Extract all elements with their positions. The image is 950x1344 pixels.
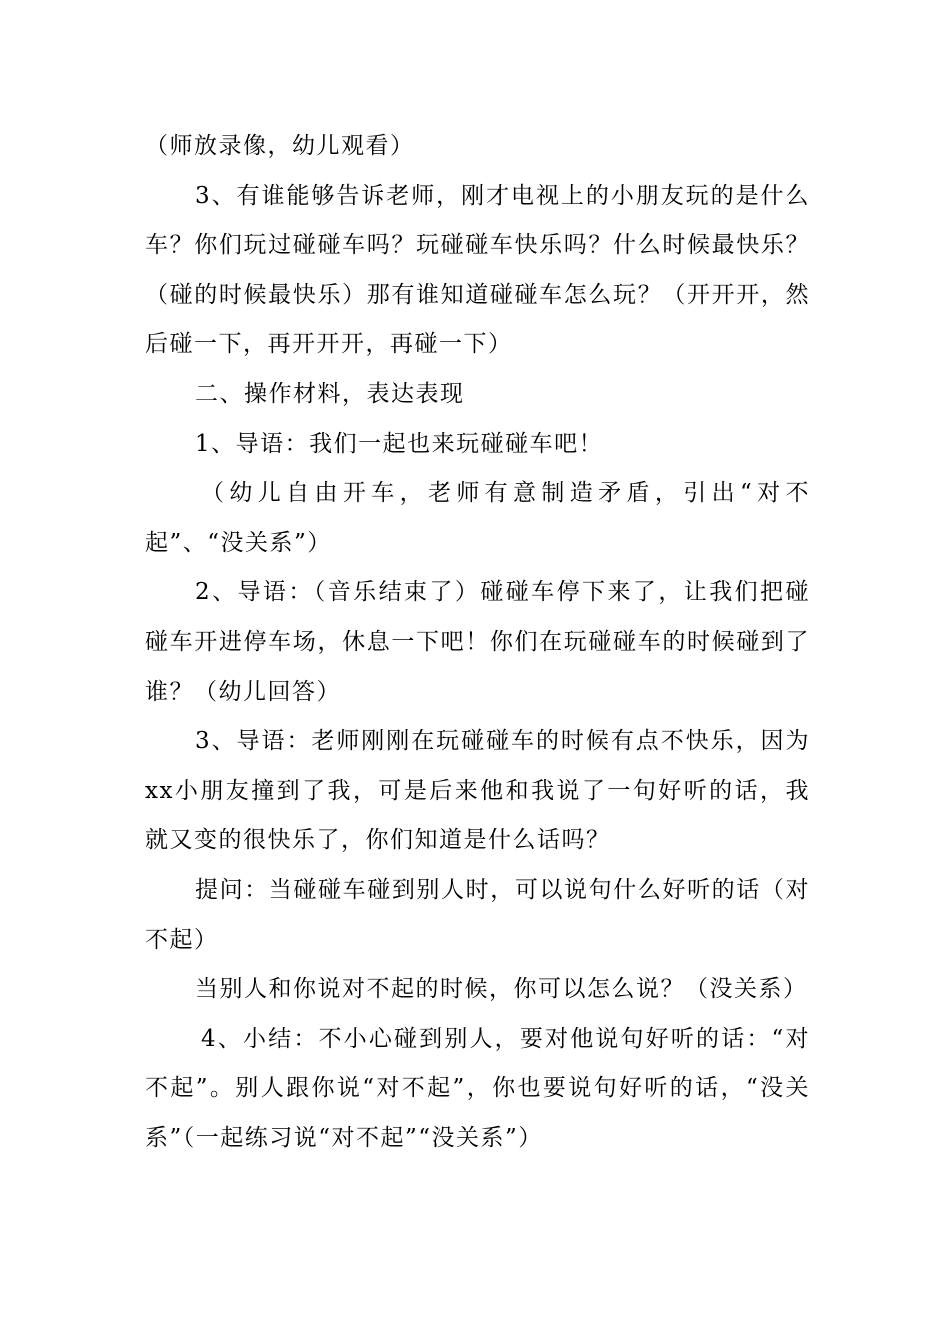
paragraph-summary-4: 4、小结：不小心碰到别人，要对他说句好听的话：“对不起”。别人跟你说“对不起”，你也要说句好听的话，“没关系”（一起练习说“对不起”“没关系”）	[145, 1025, 810, 1151]
paragraph-reply-question: 当别人和你说对不起的时候，你可以怎么说？（没关系）	[195, 976, 808, 1003]
paragraph-guide-2: 2、导语：（音乐结束了）碰碰车停下来了，让我们把碰碰车开进停车场，休息一下吧！你们在玩碰碰车的时候碰到了谁？（幼儿回答）	[145, 579, 810, 705]
paragraph-guide-1: 1、导语：我们一起也来玩碰碰车吧！	[195, 430, 604, 457]
document-body	[145, 122, 810, 1163]
section-heading-2: 二、操作材料，表达表现	[195, 380, 465, 407]
paragraph-free-driving: （幼儿自由开车，老师有意制造矛盾，引出“对不起”、“没关系”）	[145, 480, 810, 556]
paragraph-guide-3: 3、导语：老师刚刚在玩碰碰车的时候有点不快乐，因为xx小朋友撞到了我，可是后来他和我说了一句好听的话，我就又变的很快乐了，你们知道是什么话吗？	[145, 728, 810, 854]
paragraph-teacher-plays-video: （师放录像，幼儿观看）	[145, 133, 415, 159]
paragraph-question-3: 3、有谁能够告诉老师，刚才电视上的小朋友玩的是什么车？你们玩过碰碰车吗？玩碰碰车快乐吗？什么时候最快乐？（碰的时候最快乐）那有谁知道碰碰车怎么玩？（开开开，然后碰一下，再开开开，再碰一下）	[145, 182, 810, 358]
paragraph-question: 提问：当碰碰车碰到别人时，可以说句什么好听的话（对不起）	[145, 876, 810, 953]
